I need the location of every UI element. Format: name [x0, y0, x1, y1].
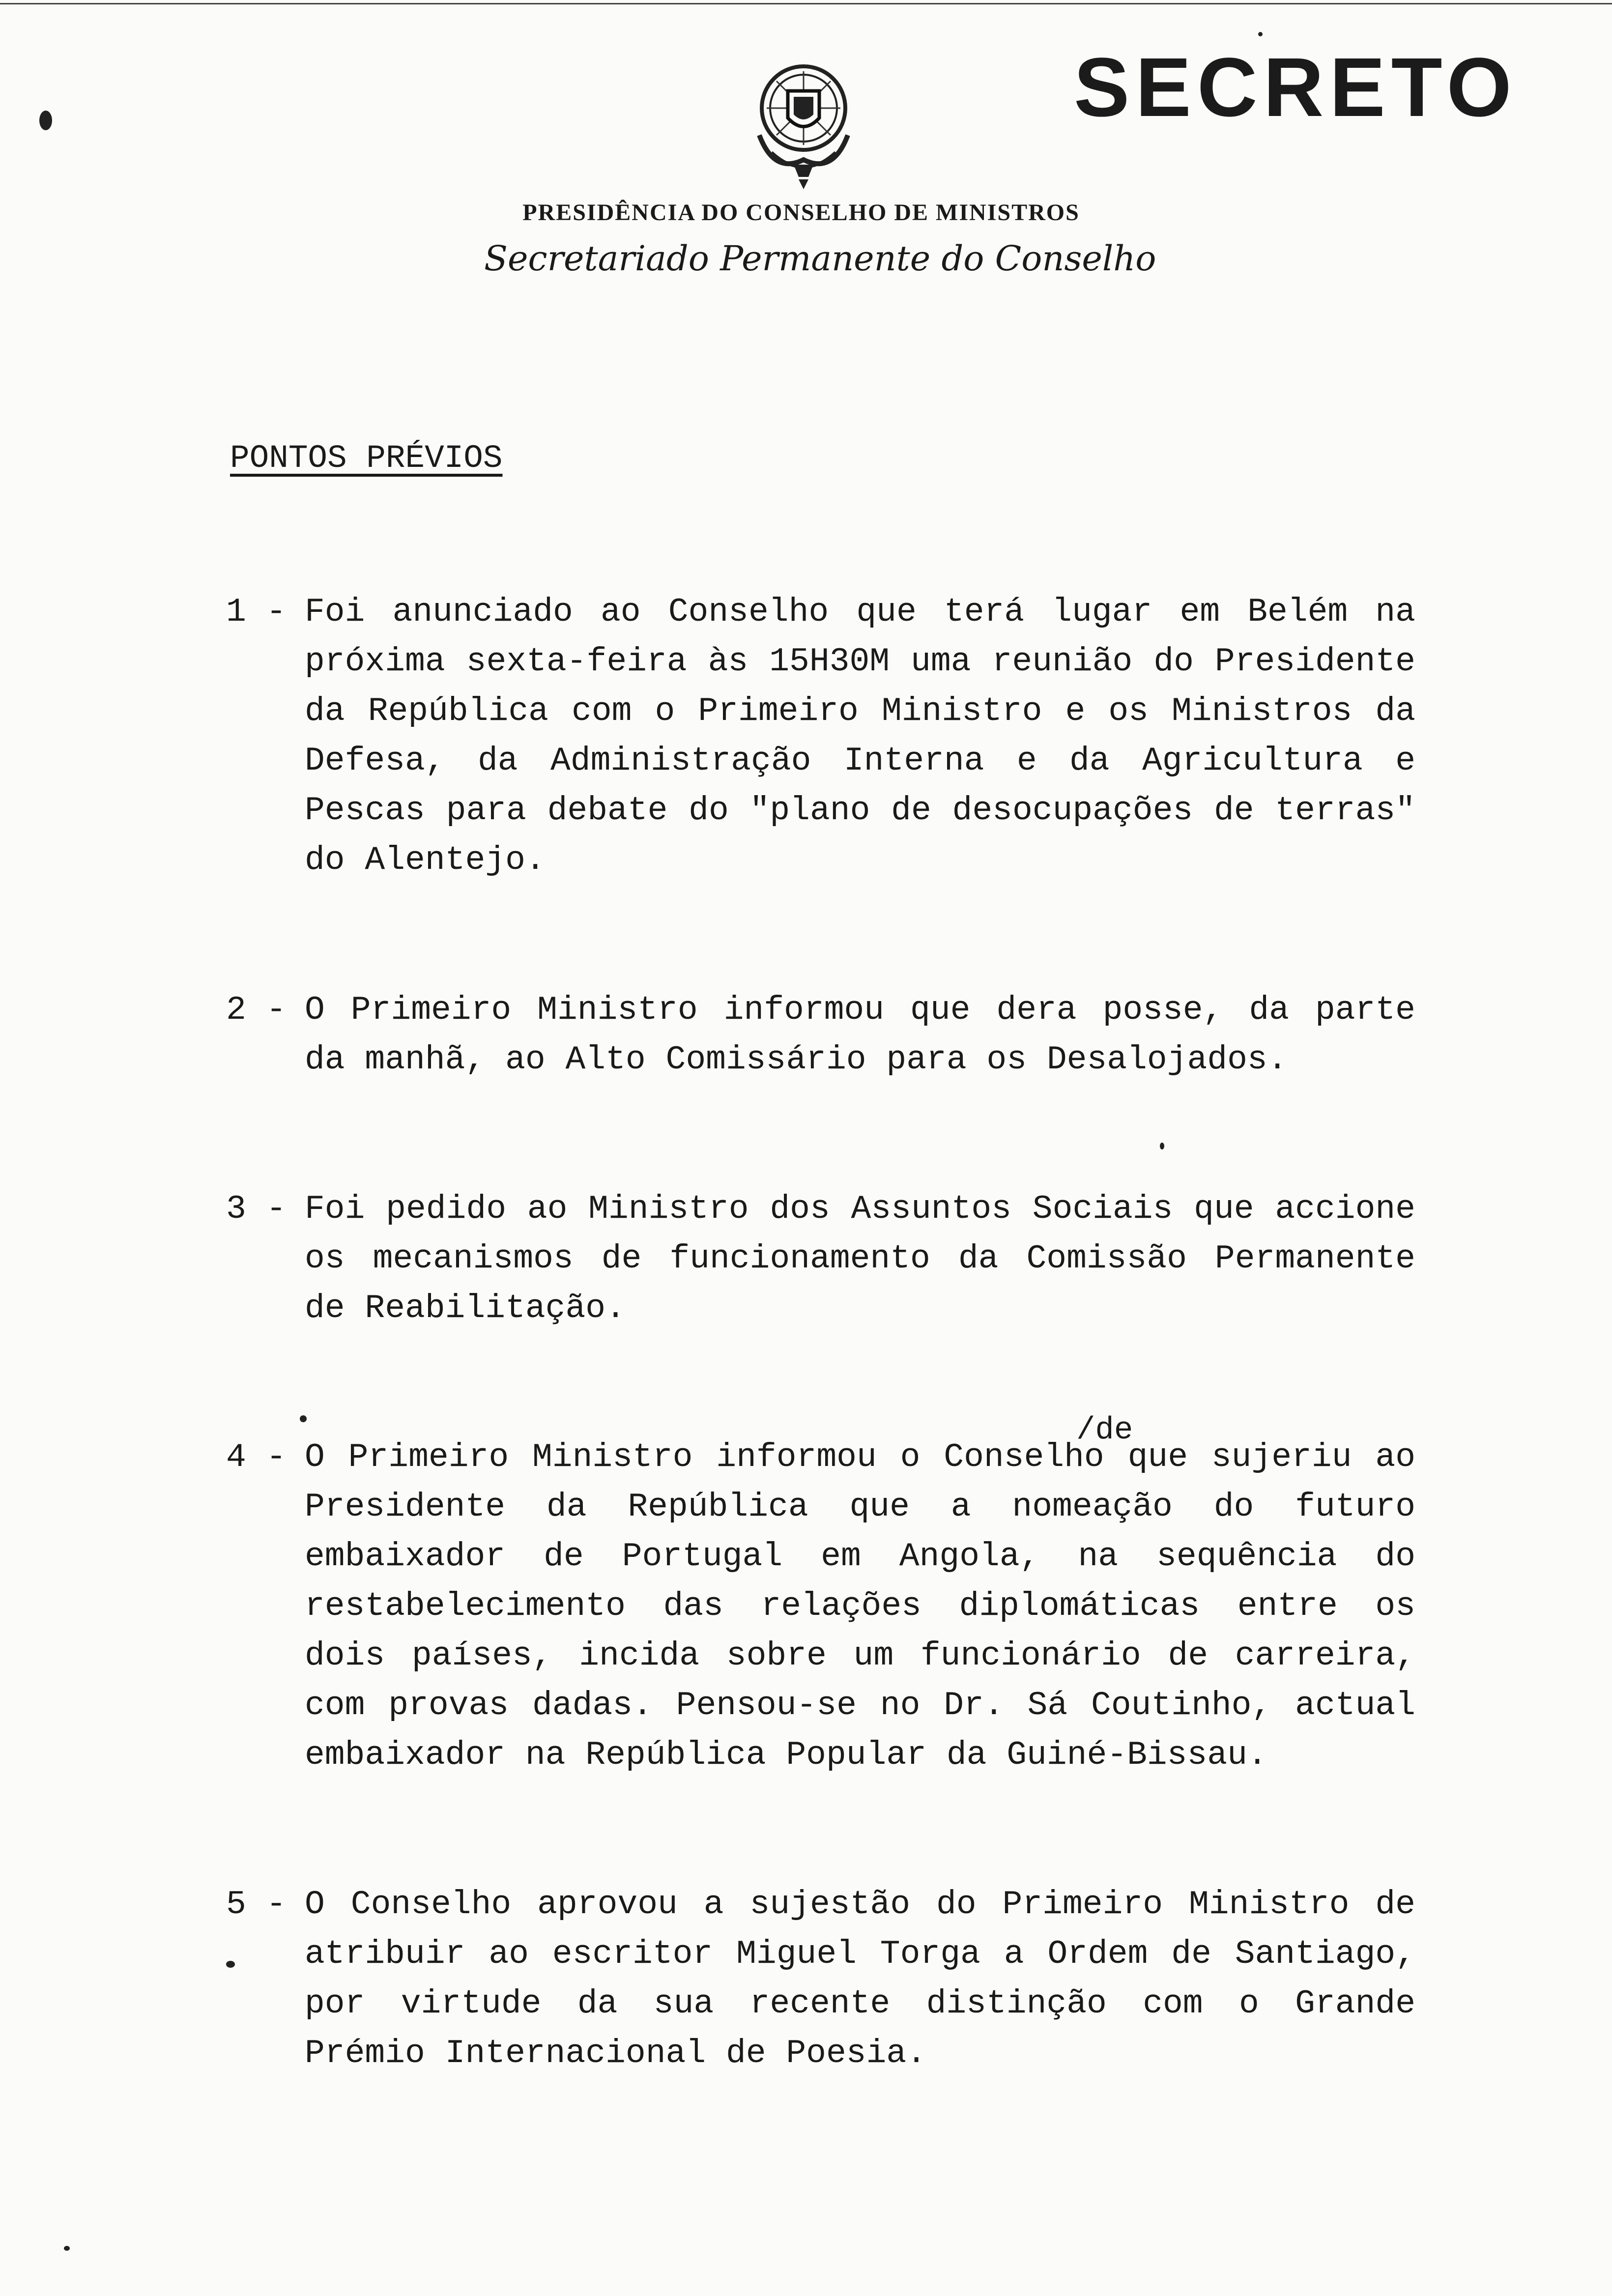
- scan-speck: [1258, 32, 1263, 36]
- scan-speck: [226, 1961, 235, 1968]
- scan-speck: [64, 2246, 70, 2251]
- handwritten-insertion-mark: /de: [1076, 1413, 1133, 1448]
- scan-speck: [1160, 1143, 1164, 1149]
- top-border-line: [0, 3, 1612, 4]
- item-text: O Conselho aprovou a sujestão do Primeiro Ministro de atribuir ao escritor Miguel Torga a Ordem de Santiago, por virtude da sua recente distinção com o Grande Prémio Internacional de Poesia.: [305, 1886, 1415, 2072]
- item-number: 1 -: [226, 593, 287, 631]
- scan-speck: [39, 111, 52, 130]
- sub-organization-heading: Secretariado Permanente do Conselho: [484, 238, 1156, 279]
- secret-stamp: SECRETO: [1074, 41, 1518, 134]
- item-text: Foi anunciado ao Conselho que terá lugar em Belém na próxima sexta-feira às 15H30M uma reunião do Presidente da República com o Primeiro Ministro e os Ministros da Defesa, da Administração Interna e da Agricultura e Pescas para debate do "plano de desocupações de terras" do Alentejo.: [305, 593, 1415, 879]
- item-number: 5 -: [226, 1886, 287, 1923]
- organization-heading: PRESIDÊNCIA DO CONSELHO DE MINISTROS: [522, 200, 1080, 226]
- item-text: O Primeiro Ministro informou o Conselho que sujeriu ao Presidente da República que a nomeação do futuro embaixador de Portugal em Angola, na sequência do restabelecimento das relações diplomáticas entre os dois países, incida sobre um funcionário de carreira, com provas dadas. Pensou-se no Dr. Sá Coutinho, actual embaixador na República Popular da Guiné-Bissau.: [305, 1438, 1415, 1774]
- item-number: 2 -: [226, 991, 287, 1029]
- section-heading: PONTOS PRÉVIOS: [230, 440, 503, 477]
- item-text: O Primeiro Ministro informou que dera posse, da parte da manhã, ao Alto Comissário para os Desalojados.: [305, 991, 1415, 1079]
- coat-of-arms-emblem: [745, 61, 863, 192]
- item-text: Foi pedido ao Ministro dos Assuntos Sociais que accione os mecanismos de funcionamento da Comissão Permanente de Reabilitação.: [305, 1190, 1415, 1327]
- item-number: 3 -: [226, 1190, 287, 1228]
- item-number: 4 -: [226, 1438, 287, 1476]
- scan-speck: [300, 1415, 307, 1422]
